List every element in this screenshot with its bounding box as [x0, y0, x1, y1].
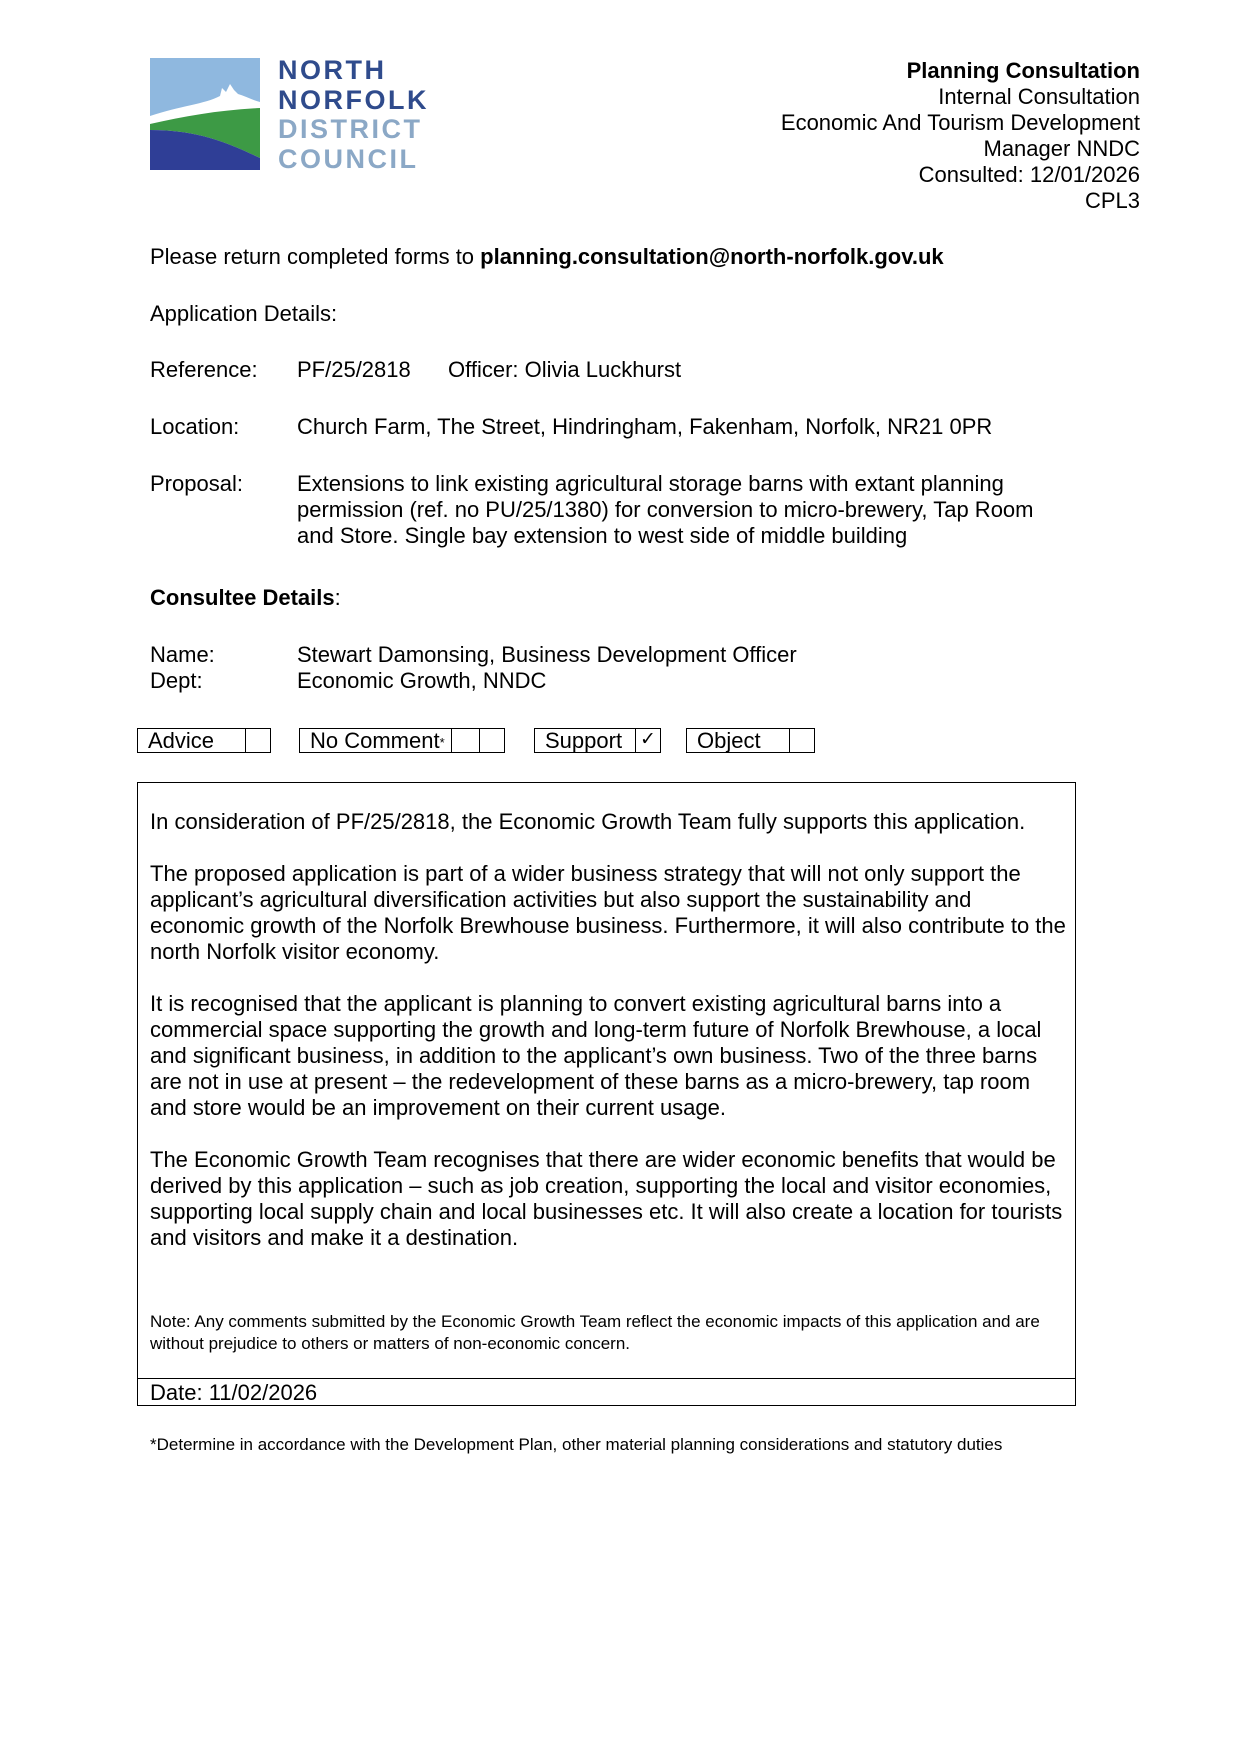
support-checkbox[interactable]: ✓: [635, 728, 660, 753]
return-instructions: [150, 244, 944, 270]
no-comment-text: No Comment: [310, 728, 440, 753]
no-comment-option[interactable]: [299, 728, 505, 753]
consultee-heading-colon: :: [334, 585, 341, 610]
advice-checkbox[interactable]: [245, 728, 270, 753]
logo-line-council: COUNCIL: [278, 143, 419, 174]
header-line-consultation-type: Internal Consultation: [938, 84, 1140, 109]
comment-paragraph: The Economic Growth Team recognises that there are wider economic benefits that would be derived by this application – such as job creation, supporting the local and visitor economies, supporting local supply chain and local businesses etc. It will also create a location for tourists and visitors and make it a destination.: [150, 1147, 1063, 1250]
council-logo-icon: [150, 58, 260, 170]
council-name: [278, 56, 429, 174]
officer-name: Officer: Olivia Luckhurst: [448, 357, 682, 382]
no-comment-checkbox[interactable]: [479, 728, 504, 753]
logo-line-district: DISTRICT: [278, 114, 423, 144]
object-option[interactable]: [686, 728, 815, 753]
support-label: Support: [545, 728, 623, 753]
consultee-dept-label: Dept:: [150, 668, 203, 693]
advice-option[interactable]: [137, 728, 271, 753]
no-comment-label: [310, 729, 445, 755]
proposal-value: [297, 471, 1057, 549]
logo-line-north: NORTH: [278, 55, 387, 85]
response-date: Date: 11/02/2026: [150, 1380, 318, 1405]
document-title: Planning Consultation: [906, 58, 1140, 83]
footnote: *Determine in accordance with the Development Plan, other material planning considerations and statutory duties: [150, 1435, 1003, 1454]
consultee-name-value: Stewart Damonsing, Business Development Officer: [297, 642, 797, 667]
comment-paragraph: In consideration of PF/25/2818, the Economic Growth Team fully supports this application.: [150, 809, 1026, 834]
location-value: Church Farm, The Street, Hindringham, Fakenham, Norfolk, NR21 0PR: [297, 414, 993, 439]
consultee-name-label: Name:: [150, 642, 215, 667]
object-label: Object: [697, 728, 761, 753]
consultee-dept-value: Economic Growth, NNDC: [297, 668, 547, 693]
comment-paragraph: The proposed application is part of a wider business strategy that will not only support the applicant’s agricultural diversification activities but also support the sustainability and economic growth of the Norfolk Brewhouse business. Furthermore, it will also contribute to the north Norfolk visitor economy.: [150, 861, 1066, 964]
reference-value: PF/25/2818: [297, 357, 411, 382]
header-line-code: CPL3: [1084, 188, 1140, 213]
comments-box: [137, 782, 1076, 1406]
proposal-label: Proposal:: [150, 471, 243, 496]
header-line-department: Economic And Tourism Development: [780, 110, 1140, 135]
consultee-details-heading: [150, 585, 341, 611]
return-email-link[interactable]: planning.consultation@north-norfolk.gov.uk: [480, 244, 944, 269]
header-block: [781, 58, 1140, 214]
no-comment-asterisk: *: [439, 735, 445, 750]
header-line-manager: Manager NNDC: [983, 136, 1140, 161]
reference-label: Reference:: [150, 357, 258, 382]
return-prefix: Please return completed forms to: [150, 244, 475, 269]
object-checkbox[interactable]: [789, 728, 814, 753]
application-details-heading: Application Details:: [150, 301, 338, 326]
proposal-line: and Store. Single bay extension to west side of middle building: [297, 523, 908, 548]
header-line-consulted-date: Consulted: 12/01/2026: [918, 162, 1140, 187]
no-comment-divider: [451, 728, 476, 753]
proposal-line: permission (ref. no PU/25/1380) for conversion to micro-brewery, Tap Room: [297, 497, 1034, 522]
logo-line-norfolk: NORFOLK: [278, 84, 429, 115]
consultee-heading-text: Consultee Details: [150, 585, 335, 610]
date-divider: [138, 1378, 1075, 1379]
comment-paragraph: It is recognised that the applicant is planning to convert existing agricultural barns into a commercial space supporting the growth and long-term future of Norfolk Brewhouse, a local and significant business, in addition to the applicant’s own business. Two of the three barns are not in use at present – the redevelopment of these barns as a micro-brewery, tap room and store would be an improvement on their current usage.: [150, 991, 1042, 1120]
location-label: Location:: [150, 414, 240, 439]
advice-label: Advice: [148, 728, 215, 753]
comments-body: [150, 809, 1070, 1277]
proposal-line: Extensions to link existing agricultural storage barns with extant planning: [297, 471, 1004, 496]
comments-note: Note: Any comments submitted by the Economic Growth Team reflect the economic impacts of this application and are without prejudice to others or matters of non-economic concern.: [150, 1312, 1040, 1353]
support-option[interactable]: [534, 728, 661, 753]
